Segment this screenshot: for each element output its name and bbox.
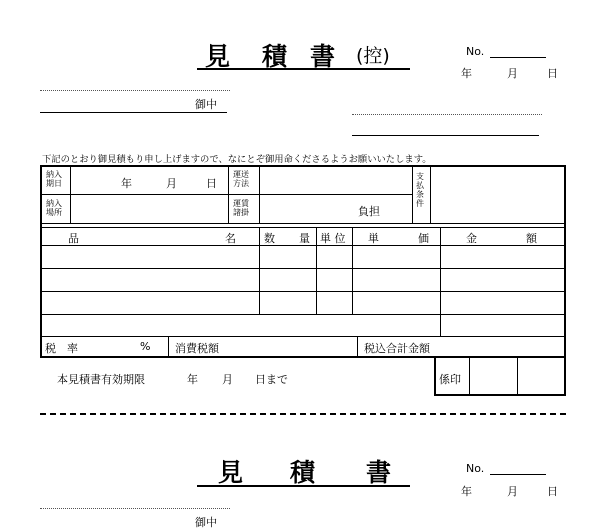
- bottom-number-field[interactable]: [490, 474, 546, 475]
- date-year: 年: [461, 67, 472, 80]
- stamp-label: 係印: [439, 373, 461, 386]
- issuer-field[interactable]: [352, 135, 539, 136]
- date-month: 月: [507, 67, 518, 80]
- payment-terms-label: 支 払 条 件: [416, 172, 424, 208]
- bottom-number-label: No.: [466, 462, 485, 475]
- row-divider: [40, 227, 566, 228]
- col-header-item-2: 名: [225, 232, 236, 245]
- bottom-title-char-2: 積: [290, 458, 316, 487]
- row-divider: [40, 314, 566, 315]
- tax-rate-label: 税 率: [45, 342, 78, 355]
- title-suffix: (控): [356, 45, 390, 67]
- stamp-divider: [517, 358, 518, 395]
- col-divider: [259, 227, 260, 314]
- issuer-dotted-line: [352, 114, 542, 115]
- bottom-recipient-suffix: 御中: [195, 516, 217, 529]
- recipient-suffix: 御中: [195, 98, 217, 111]
- col-header-qty-2: 量: [299, 232, 310, 245]
- recipient-field[interactable]: [40, 112, 227, 113]
- validity-month: 月: [222, 373, 233, 386]
- total-incl-tax-label: 税込合計金額: [364, 342, 430, 355]
- number-label: No.: [466, 45, 485, 58]
- date-day: 日: [547, 67, 558, 80]
- freight-label: 運賃 諸掛: [233, 199, 249, 217]
- bottom-recipient-dotted-line: [40, 508, 230, 509]
- transport-method-label: 運送 方法: [233, 170, 249, 188]
- delivery-date-label: 納入 期日: [46, 170, 62, 188]
- delivery-place-label: 納入 場所: [46, 199, 62, 217]
- col-divider: [440, 227, 441, 336]
- consumption-tax-label: 消費税額: [175, 342, 219, 355]
- freight-value: 負担: [358, 205, 380, 218]
- col-divider: [357, 336, 358, 358]
- delivery-month-unit: 月: [166, 177, 177, 190]
- row-divider: [40, 291, 566, 292]
- col-header-price-2: 価: [418, 232, 429, 245]
- delivery-day-unit: 日: [206, 177, 217, 190]
- col-header-price-1: 単: [368, 232, 379, 245]
- bottom-title-underline: [197, 485, 410, 487]
- title-char-3: 書: [310, 42, 336, 71]
- col-divider: [259, 166, 260, 223]
- col-header-unit: 単 位: [320, 232, 346, 245]
- col-divider: [430, 166, 431, 223]
- col-header-amount-1: 金: [466, 232, 477, 245]
- row-divider: [40, 336, 566, 337]
- title-underline: [197, 68, 410, 70]
- validity-until: 日まで: [255, 373, 288, 386]
- row-divider: [40, 223, 566, 224]
- bottom-date-day: 日: [547, 485, 558, 498]
- col-divider: [228, 166, 229, 223]
- validity-label: 本見積書有効期限: [57, 373, 145, 386]
- tax-rate-percent: %: [140, 340, 151, 353]
- intro-text: 下記のとおり御見積もり申し上げますので、なにとぞ御用命くださるようお願いいたします。: [42, 154, 432, 165]
- col-header-item-1: 品: [68, 232, 79, 245]
- stamp-divider: [469, 358, 470, 395]
- number-field[interactable]: [490, 57, 546, 58]
- delivery-year-unit: 年: [121, 177, 132, 190]
- col-divider: [70, 166, 71, 223]
- col-divider: [352, 227, 353, 314]
- col-header-amount-2: 額: [526, 232, 537, 245]
- title-char-1: 見: [205, 42, 231, 71]
- bottom-title-char-3: 書: [366, 458, 392, 487]
- recipient-dotted-line: [40, 90, 230, 91]
- bottom-date-month: 月: [507, 485, 518, 498]
- col-divider: [412, 166, 413, 223]
- col-divider: [168, 336, 169, 358]
- bottom-date-year: 年: [461, 485, 472, 498]
- bottom-title-char-1: 見: [218, 458, 244, 487]
- title-char-2: 積: [262, 42, 288, 71]
- col-divider: [316, 227, 317, 314]
- cut-line: [40, 413, 566, 415]
- row-divider: [40, 194, 412, 195]
- row-divider: [40, 268, 566, 269]
- validity-year: 年: [187, 373, 198, 386]
- col-header-qty-1: 数: [264, 232, 275, 245]
